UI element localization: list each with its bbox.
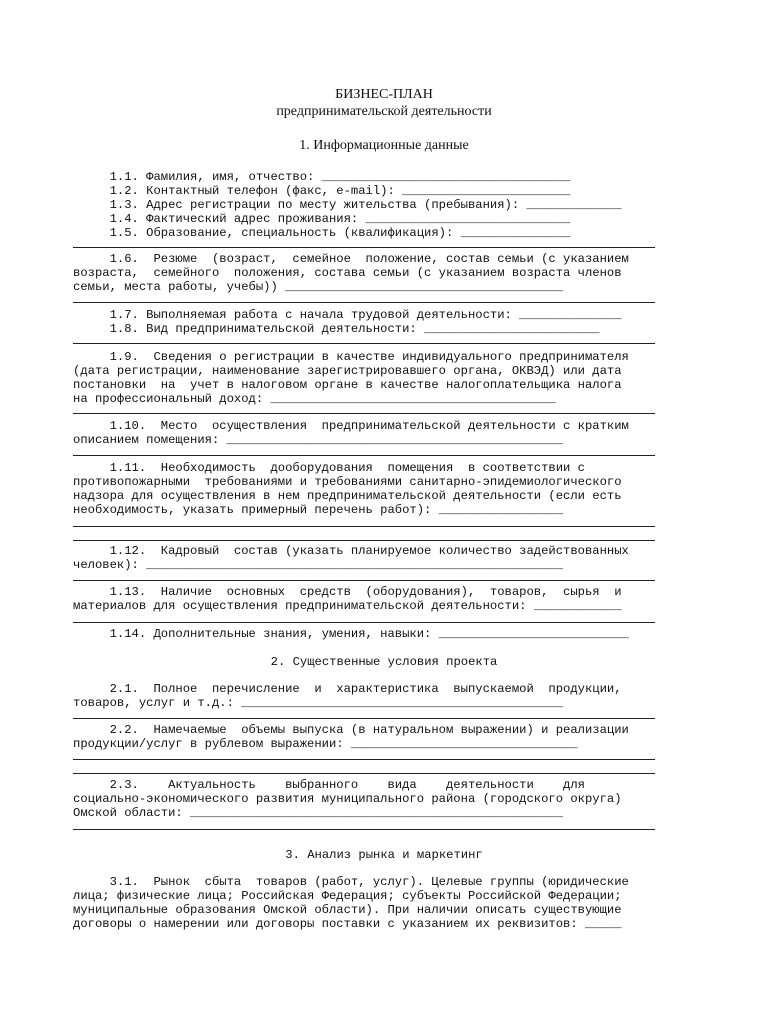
field-1-3: 1.3. Адрес регистрации по месту жительства (пребывания): _____________ [73, 198, 622, 212]
field-1-5: 1.5. Образование, специальность (квалификация): _______________ [73, 226, 571, 240]
field-2-2-line1: 2.2. Намечаемые объемы выпуска (в натуральном выражении) и реализации [73, 723, 629, 737]
blank-line [73, 580, 655, 581]
field-1-9-line3: постановки на учет в налоговом органе в качестве налогоплательщика налога [73, 378, 622, 392]
field-3-1-line4: договоры о намерении или договоры поставки с указанием их реквизитов: _____ [73, 917, 622, 931]
field-3-1-line2: лица; физические лица; Российская Федерация; субъекты Российской Федерации; [73, 889, 622, 903]
field-1-11-line3: надзора для осуществления в нем предпринимательской деятельности (если есть [73, 489, 622, 503]
field-1-14: 1.14. Дополнительные знания, умения, навыки: __________________________ [73, 627, 629, 641]
field-1-6-line3: семьи, места работы, учебы)) ______________________________________ [73, 280, 564, 294]
field-1-13-line1: 1.13. Наличие основных средств (оборудования), товаров, сырья и [73, 585, 622, 599]
document-subtitle: предпринимательской деятельности [276, 104, 492, 119]
field-1-11-line4: необходимость, указать примерный перечень работ): _________________ [73, 503, 564, 517]
field-1-9-line1: 1.9. Сведения о регистрации в качестве индивидуального предпринимателя [73, 350, 629, 364]
blank-line [73, 829, 655, 830]
field-2-3-line1: 2.3. Актуальность выбранного вида деятельности для [73, 778, 585, 792]
field-1-11-line2: противопожарными требованиями и требованиями санитарно-эпидемиологического [73, 475, 622, 489]
field-2-3-line2: социально-экономического развития муниципального района (городского округа) [73, 792, 622, 806]
field-1-4: 1.4. Фактический адрес проживания: ____________________________ [73, 212, 571, 226]
blank-line [73, 302, 655, 303]
blank-line [73, 773, 655, 774]
field-1-8: 1.8. Вид предпринимательской деятельности: ________________________ [73, 322, 600, 336]
field-3-1-line3: муниципальные образования Омской области). При наличии описать существующие [73, 903, 622, 917]
field-1-7: 1.7. Выполняемая работа с начала трудовой деятельности: ______________ [73, 308, 622, 322]
field-3-1-line1: 3.1. Рынок сбыта товаров (работ, услуг). Целевые группы (юридические [73, 875, 629, 889]
section-3-title: 3. Анализ рынка и маркетинг [285, 848, 483, 862]
field-1-11-line1: 1.11. Необходимость дооборудования помещения в соответствии с [73, 461, 585, 475]
blank-line [73, 540, 655, 541]
field-1-6-line2: возраста, семейного положения, состава семьи (с указанием возраста членов [73, 266, 622, 280]
field-1-10-line1: 1.10. Место осуществления предпринимательской деятельности с кратким [73, 419, 629, 433]
section-1-title: 1. Информационные данные [299, 138, 469, 153]
blank-line [73, 247, 655, 248]
blank-line [73, 343, 655, 344]
field-1-13-line2: материалов для осуществления предпринимательской деятельности: ____________ [73, 599, 622, 613]
field-2-2-line2: продукции/услуг в рублевом выражении: _______________________________ [73, 737, 578, 751]
blank-line [73, 455, 655, 456]
field-1-12-line2: человек): _________________________________________________________ [73, 558, 564, 572]
blank-line [73, 718, 655, 719]
field-2-3-line3: Омской области: ___________________________________________________ [73, 806, 564, 820]
blank-line [73, 413, 655, 414]
field-1-10-line2: описанием помещения: ______________________________________________ [73, 433, 564, 447]
field-1-9-line4: на профессиональный доход: _______________________________________ [73, 392, 556, 406]
field-2-1-line2: товаров, услуг и т.д.: ____________________________________________ [73, 696, 564, 710]
field-1-1: 1.1. Фамилия, имя, отчество: __________________________________ [73, 170, 571, 184]
field-1-6-line1: 1.6. Резюме (возраст, семейное положение, состав семьи (с указанием [73, 252, 629, 266]
blank-line [73, 526, 655, 527]
field-2-1-line1: 2.1. Полное перечисление и характеристика выпускаемой продукции, [73, 682, 622, 696]
field-1-12-line1: 1.12. Кадровый состав (указать планируемое количество задействованных [73, 544, 629, 558]
document-title: БИЗНЕС-ПЛАН [335, 87, 433, 102]
blank-line [73, 622, 655, 623]
section-2-title: 2. Существенные условия проекта [270, 655, 498, 669]
field-1-9-line2: (дата регистрации, наименование зарегистрировавшего органа, ОКВЭД) или дата [73, 364, 622, 378]
field-1-2: 1.2. Контактный телефон (факс, e-mail): _______________________ [73, 184, 571, 198]
blank-line [73, 759, 655, 760]
